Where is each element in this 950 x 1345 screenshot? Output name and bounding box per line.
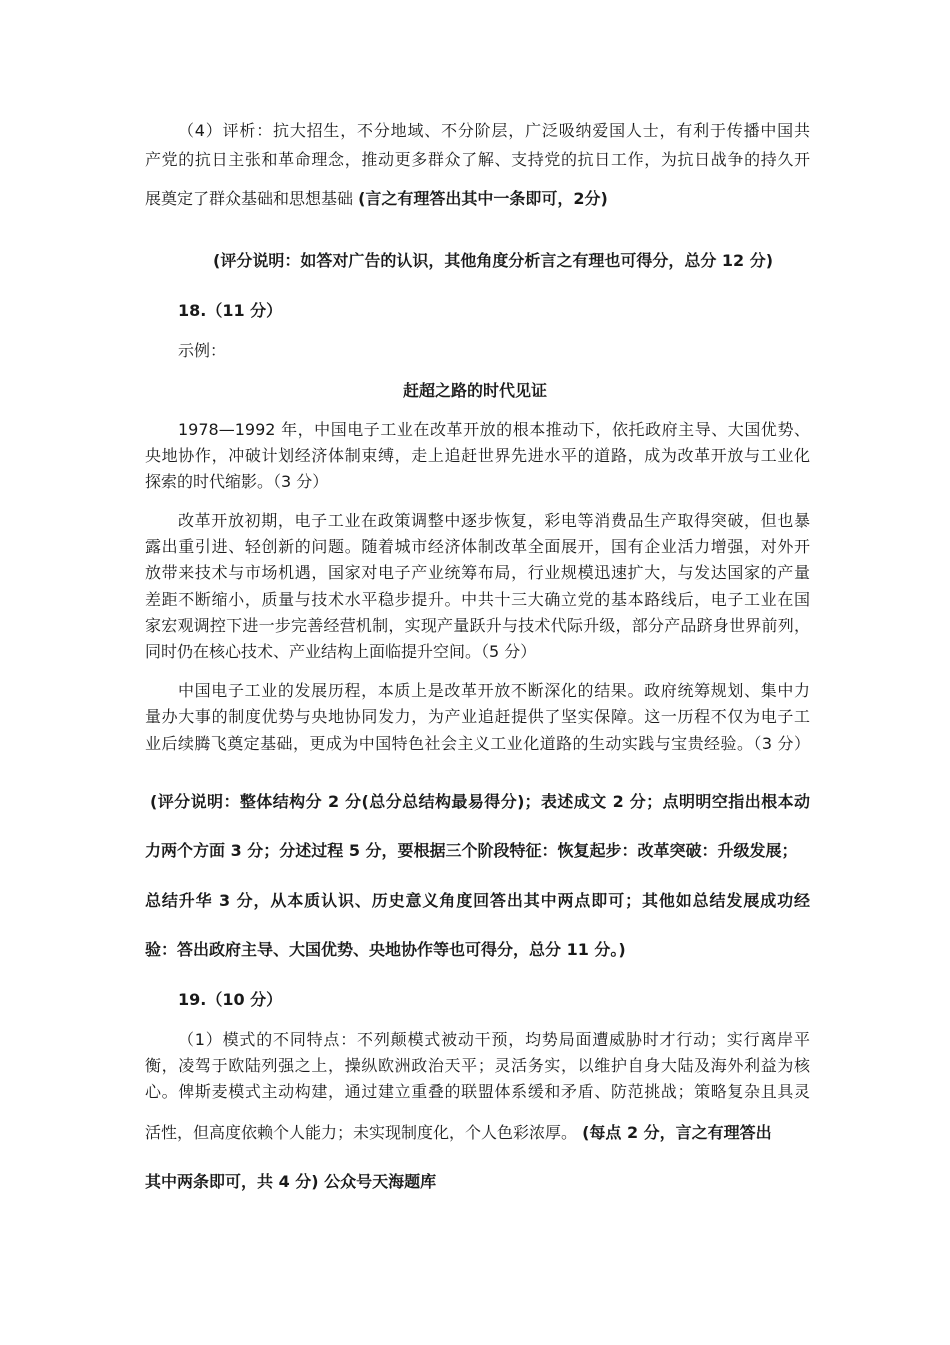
text-line: [145, 734, 810, 754]
text-line: [178, 341, 810, 361]
text-line: [145, 472, 810, 492]
text-line: [145, 1123, 810, 1143]
body-text: 差距不断缩小，质量与技术水平稳步提升。中共十三大确立党的基本路线后，电子工业在国: [145, 590, 810, 609]
bold-text: 赶超之路的时代见证: [402, 381, 547, 400]
text-line: [178, 511, 810, 531]
bold-text: (评分说明：如答对广告的认识，其他角度分析言之有理也可得分，总分 12 分): [213, 251, 774, 270]
body-text: 央地协作，冲破计划经济体制束缚，走上追赶世界先进水平的道路，成为改革开放与工业化: [145, 446, 810, 465]
body-text: 业后续腾飞奠定基础，更成为中国特色社会主义工业化道路的生动实践与宝贵经验。（3 分）: [145, 734, 810, 753]
bold-text: 18.（11 分）: [178, 301, 283, 320]
body-text: 探索的时代缩影。（3 分）: [145, 472, 329, 491]
bold-text: 力两个方面 3 分；分述过程 5 分，要根据三个阶段特征：恢复起步：改革突破：升级发展；: [145, 841, 798, 860]
body-text: 心。俾斯麦模式主动构建，通过建立重叠的联盟体系缓和矛盾、防范挑战；策略复杂且具灵: [145, 1082, 810, 1101]
text-line: [145, 841, 810, 861]
body-text: （1）模式的不同特点：不列颠模式被动干预，均势局面遭威胁时才行动；实行离岸平: [178, 1030, 810, 1049]
body-text: 放带来技术与市场机遇，国家对电子产业统筹布局，行业规模迅速扩大，与发达国家的产量: [145, 563, 810, 582]
body-text: 同时仍在核心技术、产业结构上面临提升空间。（5 分）: [145, 642, 537, 661]
text-line: [145, 537, 810, 557]
text-line: [178, 990, 810, 1010]
text-line: [213, 251, 810, 271]
text-line: [145, 616, 810, 636]
text-line: [178, 121, 810, 141]
body-text: 展奠定了群众基础和思想基础: [145, 189, 359, 208]
bold-text: 19.（10 分）: [178, 990, 283, 1009]
text-line: [145, 563, 810, 583]
text-line: [0, 381, 950, 401]
text-line: [145, 707, 810, 727]
text-line: [145, 642, 810, 662]
body-text: 产党的抗日主张和革命理念，推动更多群众了解、支持党的抗日工作，为抗日战争的持久开: [145, 150, 810, 169]
text-line: [178, 301, 810, 321]
bold-text: 其中两条即可，共 4 分) 公众号天海题库: [145, 1172, 437, 1191]
text-line: [145, 940, 810, 960]
text-line: [145, 1056, 810, 1076]
text-line: [145, 1172, 810, 1192]
text-line: [145, 590, 810, 610]
body-text: 活性，但高度依赖个人能力；未实现制度化，个人色彩浓厚。: [145, 1123, 583, 1142]
bold-text: 总结升华 3 分，从本质认识、历史意义角度回答出其中两点即可；其他如总结发展成功经: [145, 891, 810, 910]
text-line: [145, 189, 810, 209]
bold-text: (言之有理答出其中一条即可，2分): [358, 189, 608, 208]
bold-text: (每点 2 分，言之有理答出: [582, 1123, 772, 1142]
bold-text: 验：答出政府主导、大国优势、央地协作等也可得分，总分 11 分。): [145, 940, 626, 959]
body-text: 改革开放初期，电子工业在政策调整中逐步恢复，彩电等消费品生产取得突破，但也暴: [178, 511, 810, 530]
text-line: [178, 1030, 810, 1050]
text-line: [145, 891, 810, 911]
bold-text: (评分说明：整体结构分 2 分(总分总结构最易得分)；表述成文 2 分；点明明空指出根本动: [150, 792, 810, 811]
text-line: [145, 150, 810, 170]
text-line: [145, 446, 810, 466]
text-line: [150, 792, 810, 812]
text-line: [145, 1082, 810, 1102]
body-text: 1978—1992 年，中国电子工业在改革开放的根本推动下，依托政府主导、大国优势、: [178, 420, 810, 439]
body-text: 量办大事的制度优势与央地协同发力，为产业追赶提供了坚实保障。这一历程不仅为电子工: [145, 707, 810, 726]
body-text: 中国电子工业的发展历程，本质上是改革开放不断深化的结果。政府统筹规划、集中力: [178, 681, 810, 700]
body-text: （4）评析：抗大招生，不分地域、不分阶层，广泛吸纳爱国人士，有利于传播中国共: [178, 121, 810, 140]
body-text: 衡，凌驾于欧陆列强之上，操纵欧洲政治天平；灵活务实，以维护自身大陆及海外利益为核: [145, 1056, 810, 1075]
text-line: [178, 681, 810, 701]
body-text: 露出重引进、轻创新的问题。随着城市经济体制改革全面展开，国有企业活力增强，对外开: [145, 537, 810, 556]
text-line: [178, 420, 810, 440]
body-text: 家宏观调控下进一步完善经营机制，实现产量跃升与技术代际升级，部分产品跻身世界前列，: [145, 616, 810, 635]
body-text: 示例：: [178, 341, 227, 360]
